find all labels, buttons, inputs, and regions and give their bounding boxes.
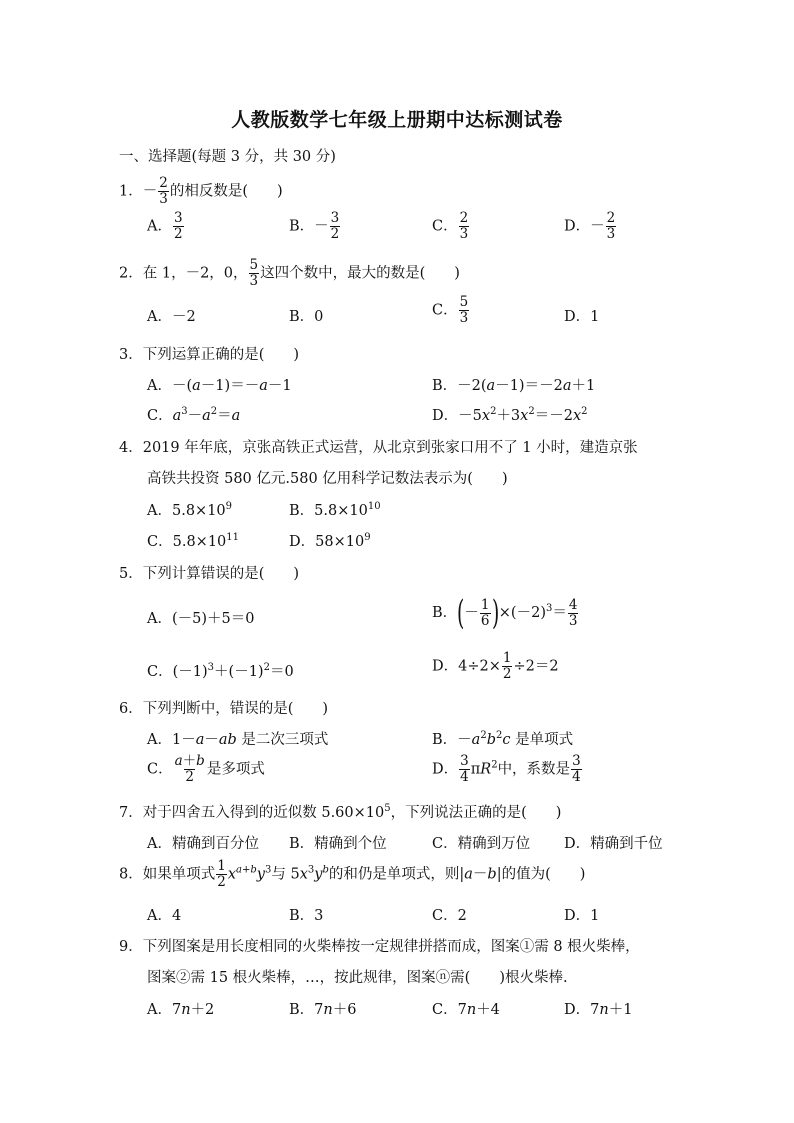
question-2-option-c[interactable]: C． $\frac{5}{3}$ bbox=[432, 294, 469, 326]
question-9-option-c[interactable]: C．7n＋4 bbox=[432, 1002, 500, 1018]
question-7-stem: 7．对于四舍五入得到的近似数 $5.60\times 10^5$，下列说法正确的是( ) bbox=[119, 803, 562, 821]
question-4-option-c[interactable]: C．$5.8\times 10^{11}$ bbox=[147, 532, 240, 550]
question-8-stem: 8．如果单项式 $\frac{1}{2}$ $x^{a+b}y^3$与 $5x^3y^b$的和仍是单项式，则|a－b|的值为( ) bbox=[119, 858, 586, 890]
question-5-option-b[interactable]: B．(－ $\frac{1}{6}$ )$\times(-2)^3=$ $\frac{4}{3}$ bbox=[432, 593, 578, 633]
question-4-option-a[interactable]: A．$5.8\times 10^9$ bbox=[147, 501, 233, 519]
question-4-option-b[interactable]: B．$5.8\times 10^{10}$ bbox=[289, 501, 381, 519]
question-2-option-b[interactable]: B．0 bbox=[289, 309, 324, 325]
question-6-option-c[interactable]: C． $\frac{a+b}{2}$ 是多项式 bbox=[147, 753, 265, 785]
question-3-option-d[interactable]: D．$-5x^2+3x^2=-2x^2$ bbox=[432, 406, 588, 424]
question-1-option-c[interactable]: C． $\frac{2}{3}$ bbox=[432, 210, 469, 242]
question-8-option-a[interactable]: A．4 bbox=[147, 908, 182, 924]
question-9-stem-line2: 图案②需 15 根火柴棒，…，按此规律，图案ⓝ需( )根火柴棒. bbox=[147, 970, 568, 986]
question-8-option-d[interactable]: D．1 bbox=[564, 908, 600, 924]
question-4-option-d[interactable]: D．$58\times 10^9$ bbox=[289, 532, 371, 550]
question-3-option-a[interactable]: A．－(a－1)＝－a－1 bbox=[147, 378, 292, 394]
question-2-stem: 2．在 1，－2，0， $\frac{5}{3}$ 这四个数中，最大的数是( ) bbox=[119, 257, 460, 289]
question-5-option-d[interactable]: D．4÷2× $\frac{1}{2}$ ÷2＝2 bbox=[432, 650, 559, 682]
page-title: 人教版数学七年级上册期中达标测试卷 bbox=[231, 109, 563, 131]
question-6-option-a[interactable]: A．1－a－ab 是二次三项式 bbox=[147, 732, 329, 748]
question-6-option-d[interactable]: D． $\frac{3}{4}$ $\pi R^2$中，系数是 $\frac{3}{4}$ bbox=[432, 753, 581, 785]
question-9-option-d[interactable]: D．7n＋1 bbox=[564, 1002, 633, 1018]
section-heading: 一、选择题(每题 3 分，共 30 分) bbox=[119, 149, 336, 165]
question-9-stem-line1: 9．下列图案是用长度相同的火柴棒按一定规律拼搭而成，图案①需 8 根火柴棒， bbox=[119, 939, 640, 955]
question-7-option-c[interactable]: C．精确到万位 bbox=[432, 836, 531, 852]
question-1-option-d[interactable]: D．－ $\frac{2}{3}$ bbox=[564, 210, 616, 242]
question-4-stem-line2: 高铁共投资 580 亿元.580 亿用科学记数法表示为( ) bbox=[147, 471, 508, 487]
question-3-stem: 3．下列运算正确的是( ) bbox=[119, 347, 300, 363]
question-6-option-b[interactable]: B．$-a^2b^2c$ 是单项式 bbox=[432, 730, 574, 748]
question-4-stem-line1: 4．2019 年年底，京张高铁正式运营，从北京到张家口用不了 1 小时，建造京张 bbox=[119, 440, 638, 456]
question-1-option-a[interactable]: A． $\frac{3}{2}$ bbox=[147, 210, 183, 242]
question-5-stem: 5．下列计算错误的是( ) bbox=[119, 566, 300, 582]
question-3-option-c[interactable]: C．$a^3-a^2=a$ bbox=[147, 406, 241, 424]
question-1-stem: 1．－ $\frac{2}{3}$ 的相反数是( ) bbox=[119, 175, 283, 207]
question-3-option-b[interactable]: B．－2(a－1)＝－2a＋1 bbox=[432, 378, 596, 394]
question-2-option-a[interactable]: A．－2 bbox=[147, 309, 196, 325]
question-7-option-b[interactable]: B．精确到个位 bbox=[289, 836, 387, 852]
question-1-option-b[interactable]: B．－ $\frac{3}{2}$ bbox=[289, 210, 340, 242]
question-5-option-a[interactable]: A．(－5)＋5＝0 bbox=[147, 611, 255, 627]
question-8-option-b[interactable]: B．3 bbox=[289, 908, 324, 924]
question-7-option-d[interactable]: D．精确到千位 bbox=[564, 836, 663, 852]
question-9-option-a[interactable]: A．7n＋2 bbox=[147, 1002, 215, 1018]
question-7-option-a[interactable]: A．精确到百分位 bbox=[147, 836, 259, 852]
question-6-stem: 6．下列判断中，错误的是( ) bbox=[119, 701, 329, 717]
question-8-option-c[interactable]: C．2 bbox=[432, 908, 467, 924]
question-5-option-c[interactable]: C．$(-1)^3+(-1)^2=0$ bbox=[147, 662, 294, 680]
question-9-option-b[interactable]: B．7n＋6 bbox=[289, 1002, 357, 1018]
question-2-option-d[interactable]: D．1 bbox=[564, 309, 600, 325]
